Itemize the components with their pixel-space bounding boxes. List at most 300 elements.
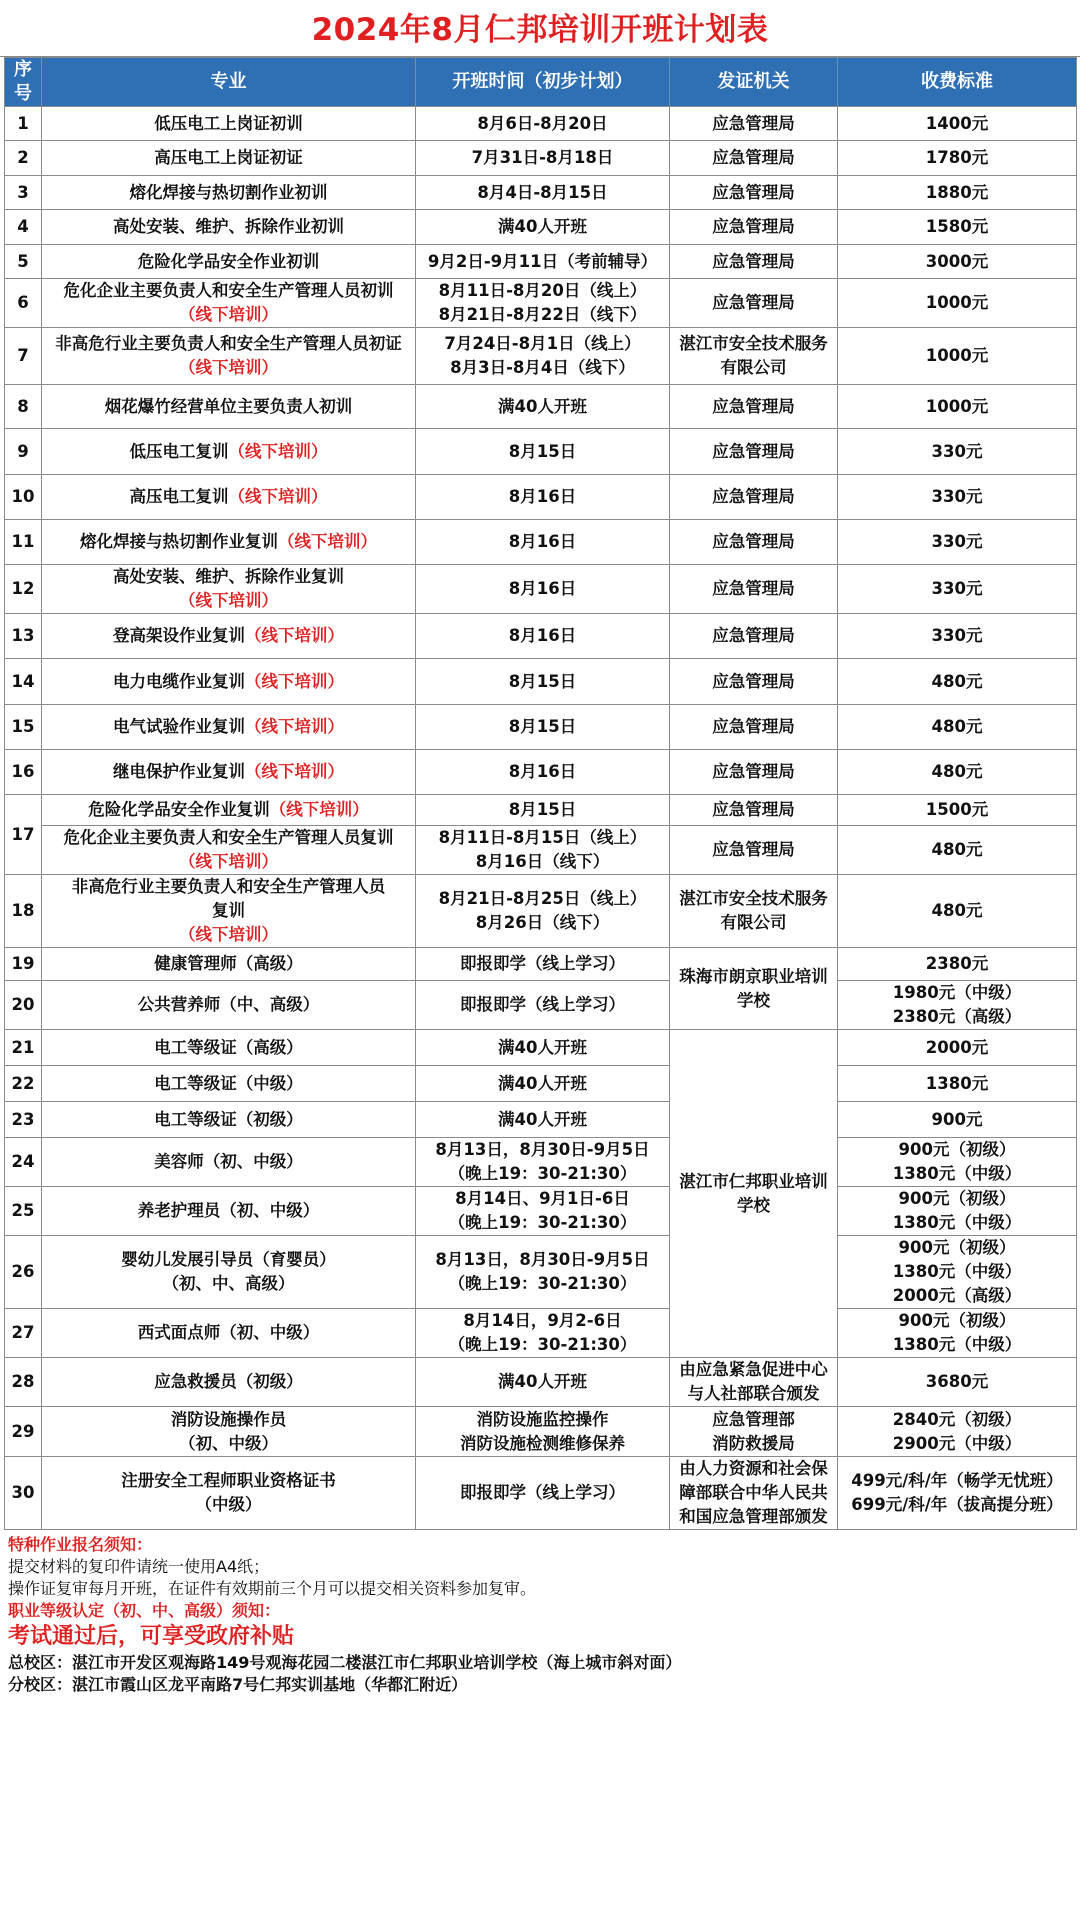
cell-no: 19: [5, 948, 42, 981]
cell-line: （中级）: [195, 1495, 262, 1514]
header-no: 序号: [5, 58, 42, 107]
cell-line: 8月21日-8月22日（线下）: [438, 305, 647, 324]
header-authority: 发证机关: [670, 58, 838, 107]
cell-fee: [838, 614, 1077, 659]
cell-fee: [838, 981, 1077, 1030]
cell-major: [42, 1407, 416, 1457]
cell-authority: [670, 1457, 838, 1530]
cell-major: [42, 475, 416, 520]
cell-line: 2840元（初级）: [892, 1409, 1022, 1429]
cell-line: 7月24日-8月1日（线上）: [444, 334, 641, 353]
vocational-notes-title: 职业等级认定（初、中、高级）须知：: [8, 1601, 281, 1620]
cell-no: 30: [5, 1457, 42, 1530]
cell-no: 1: [5, 107, 42, 141]
cell-fee: [838, 565, 1077, 614]
cell-fee: [838, 948, 1077, 981]
major-name: 低压电工复训: [129, 441, 229, 461]
cell-authority: [670, 520, 838, 565]
cell-line: 满40人开班: [498, 1372, 587, 1391]
cell-major: [42, 614, 416, 659]
cell-authority: [670, 795, 838, 826]
cell-line: 即报即学（线上学习）: [460, 1483, 625, 1502]
cell-major: [42, 981, 416, 1030]
cell-major: [42, 795, 416, 826]
cell-major: [42, 948, 416, 981]
cell-major: [42, 705, 416, 750]
cell-line: 应急管理局: [712, 251, 795, 271]
offline-training-tag: （线下培训）: [179, 852, 278, 871]
cell-major: [42, 1138, 416, 1187]
cell-no: 22: [5, 1066, 42, 1102]
cell-line: 699元/科/年（拔高提分班）: [851, 1495, 1063, 1514]
cell-line: 1000元: [925, 293, 989, 312]
table-row: [5, 328, 1077, 385]
cell-line: 330元: [931, 487, 983, 506]
table-row: [5, 875, 1077, 948]
cell-fee: [838, 429, 1077, 475]
cell-time: [416, 176, 670, 210]
cell-line: 1980元（中级）: [892, 983, 1022, 1002]
cell-time: [416, 948, 670, 981]
cell-line: 1880元: [925, 182, 989, 202]
table-row: [5, 750, 1077, 795]
cell-line: 即报即学（线上学习）: [460, 995, 625, 1014]
cell-line: 7月31日-8月18日: [471, 148, 614, 167]
cell-line: 3680元: [925, 1372, 989, 1391]
cell-line: 应急管理局: [712, 717, 795, 736]
cell-no: 29: [5, 1407, 42, 1457]
cell-line: 应急管理局: [712, 182, 795, 202]
table-body: [5, 107, 1077, 1530]
campus-branch-address: 分校区：湛江市霞山区龙平南路7号仁邦实训基地（华都汇附近）: [8, 1675, 468, 1694]
cell-line: 8月11日-8月20日（线上）: [438, 281, 647, 300]
cell-fee: [838, 875, 1077, 948]
cell-fee: [838, 1066, 1077, 1102]
cell-line: 应急管理局: [712, 671, 795, 691]
cell-line: 珠海市朗京职业培训: [679, 966, 828, 986]
cell-major: [42, 1030, 416, 1066]
cell-line: 学校: [737, 990, 770, 1010]
cell-line: 8月3日-8月4日（线下）: [450, 358, 635, 377]
cell-line: 烟花爆竹经营单位主要负责人初训: [104, 396, 353, 416]
cell-line: 消防救援局: [712, 1433, 795, 1453]
cell-time: [416, 614, 670, 659]
cell-time: [416, 1138, 670, 1187]
cell-time: [416, 1358, 670, 1407]
special-note-2: 操作证复审每月开班，在证件有效期前三个月可以提交相关资料参加复审。: [8, 1579, 537, 1598]
cell-no: 9: [5, 429, 42, 475]
cell-line: 和国应急管理部颁发: [679, 1507, 828, 1526]
cell-no: 2: [5, 141, 42, 176]
cell-time: [416, 245, 670, 279]
cell-line: 1380元（中级）: [892, 1164, 1022, 1183]
cell-line: 1380元: [925, 1073, 989, 1093]
cell-authority: [670, 245, 838, 279]
cell-line: （晚上19：30-21:30）: [448, 1274, 637, 1293]
cell-major: [42, 750, 416, 795]
cell-no: 12: [5, 565, 42, 614]
major-name: 电气试验作业复训: [113, 717, 245, 736]
cell-line: 1400元: [925, 113, 989, 133]
cell-major: [42, 1309, 416, 1358]
cell-line: 8月21日-8月25日（线上）: [438, 889, 647, 908]
cell-major: [42, 245, 416, 279]
offline-training-tag: （线下培训）: [179, 305, 278, 324]
cell-line: 480元: [931, 671, 983, 691]
cell-line: 公共营养师（中、高级）: [137, 995, 320, 1014]
cell-time: [416, 826, 670, 875]
cell-time: [416, 659, 670, 705]
cell-major: [42, 107, 416, 141]
cell-major: [42, 176, 416, 210]
cell-time: [416, 107, 670, 141]
table-row: [5, 107, 1077, 141]
cell-no: 26: [5, 1236, 42, 1309]
cell-line: 1500元: [925, 800, 989, 819]
cell-line: 8月16日: [508, 579, 577, 598]
cell-line: 480元: [931, 717, 983, 736]
cell-line: （晚上19：30-21:30）: [448, 1213, 637, 1232]
cell-no: 25: [5, 1187, 42, 1236]
cell-authority: [670, 176, 838, 210]
cell-line: 养老护理员（初、中级）: [137, 1201, 320, 1220]
cell-no: 24: [5, 1138, 42, 1187]
cell-time: [416, 981, 670, 1030]
cell-line: 480元: [931, 840, 983, 859]
cell-line: 健康管理师（高级）: [154, 954, 303, 973]
cell-no: 8: [5, 385, 42, 429]
cell-line: 8月14日、9月1日-6日: [455, 1189, 630, 1208]
cell-line: 高处安装、维护、拆除作业复训: [113, 567, 344, 586]
cell-line: 学校: [737, 1195, 770, 1215]
cell-authority: [670, 1358, 838, 1407]
table-row: [5, 385, 1077, 429]
cell-major: [42, 429, 416, 475]
cell-fee: [838, 1309, 1077, 1358]
table-row: [5, 795, 1077, 826]
cell-line: 8月13日，8月30日-9月5日: [435, 1140, 650, 1159]
cell-fee: [838, 1187, 1077, 1236]
cell-no: 27: [5, 1309, 42, 1358]
cell-line: 1380元（中级）: [892, 1213, 1022, 1232]
cell-line: 由应急紧急促进中心: [679, 1360, 828, 1379]
major-name: 熔化焊接与热切割作业复训: [80, 532, 278, 551]
table-header-row: [5, 58, 1077, 107]
cell-major: [42, 1236, 416, 1309]
cell-line: 1000元: [925, 346, 989, 365]
cell-authority: [670, 826, 838, 875]
cell-time: [416, 1066, 670, 1102]
cell-authority: [670, 141, 838, 176]
cell-line: 应急管理局: [712, 800, 795, 819]
cell-line: 8月16日: [508, 487, 577, 506]
table-row: [5, 520, 1077, 565]
cell-no: 7: [5, 328, 42, 385]
cell-line: 8月14日，9月2-6日: [463, 1311, 622, 1330]
cell-fee: [838, 705, 1077, 750]
cell-time: [416, 1407, 670, 1457]
major-name: 继电保护作业复训: [113, 762, 245, 781]
cell-line: 8月26日（线下）: [475, 913, 610, 932]
offline-training-tag: （线下培训）: [179, 925, 278, 944]
cell-major: [42, 1066, 416, 1102]
cell-authority: [670, 1407, 838, 1457]
cell-line: 由人力资源和社会保: [679, 1459, 828, 1478]
cell-line: 消防设施操作员: [170, 1409, 287, 1429]
cell-no: 15: [5, 705, 42, 750]
cell-line: 危化企业主要负责人和安全生产管理人员初训: [63, 281, 394, 300]
cell-line: 480元: [931, 901, 983, 920]
cell-authority: [670, 875, 838, 948]
offline-training-tag: （线下培训）: [245, 717, 344, 736]
cell-time: [416, 1102, 670, 1138]
cell-fee: [838, 1358, 1077, 1407]
table-row: [5, 1138, 1077, 1187]
cell-line: 满40人开班: [498, 1109, 587, 1129]
cell-time: [416, 1309, 670, 1358]
cell-line: 熔化焊接与热切割作业初训: [129, 182, 328, 202]
cell-line: （初、中级）: [179, 1433, 278, 1453]
cell-line: 低压电工上岗证初训: [154, 113, 303, 133]
table-row: [5, 1066, 1077, 1102]
cell-major: [42, 385, 416, 429]
cell-no: 18: [5, 875, 42, 948]
cell-line: 与人社部联合颁发: [687, 1384, 820, 1403]
cell-fee: [838, 795, 1077, 826]
cell-line: 非高危行业主要负责人和安全生产管理人员: [71, 877, 386, 896]
cell-line: 应急管理局: [712, 840, 795, 859]
cell-major: [42, 1358, 416, 1407]
cell-line: （晚上19：30-21:30）: [448, 1164, 637, 1183]
cell-major: [42, 520, 416, 565]
cell-major: [42, 328, 416, 385]
cell-major: [42, 1187, 416, 1236]
cell-no: 5: [5, 245, 42, 279]
cell-major: [42, 659, 416, 705]
table-row: [5, 1309, 1077, 1358]
cell-major: [42, 210, 416, 245]
cell-line: 应急管理局: [712, 626, 795, 645]
cell-line: 2380元: [925, 954, 989, 973]
cell-time: [416, 1030, 670, 1066]
cell-time: [416, 1457, 670, 1530]
cell-line: 330元: [931, 579, 983, 598]
table-row: [5, 948, 1077, 981]
cell-fee: [838, 1457, 1077, 1530]
cell-line: 满40人开班: [498, 217, 587, 236]
cell-time: [416, 328, 670, 385]
table-row: [5, 245, 1077, 279]
cell-major: [42, 141, 416, 176]
cell-no: 16: [5, 750, 42, 795]
cell-line: 1780元: [925, 148, 989, 167]
cell-line: 900元（初级）: [898, 1140, 1016, 1159]
cell-no: 11: [5, 520, 42, 565]
cell-line: 应急管理局: [712, 293, 795, 312]
cell-line: 1580元: [925, 217, 989, 236]
cell-authority: [670, 429, 838, 475]
cell-line: 满40人开班: [498, 1037, 587, 1057]
cell-fee: [838, 385, 1077, 429]
cell-time: [416, 210, 670, 245]
cell-line: 900元: [931, 1109, 983, 1129]
table-row: [5, 1236, 1077, 1309]
cell-authority: [670, 750, 838, 795]
cell-line: 3000元: [925, 251, 989, 271]
cell-time: [416, 141, 670, 176]
cell-line: 电工等级证（中级）: [154, 1073, 303, 1093]
cell-line: 应急管理局: [712, 487, 795, 506]
cell-fee: [838, 1030, 1077, 1066]
major-name: 电力电缆作业复训: [113, 671, 245, 691]
table-row: [5, 1407, 1077, 1457]
cell-no: 21: [5, 1030, 42, 1066]
table-row: [5, 1187, 1077, 1236]
cell-line: 1000元: [925, 396, 989, 416]
cell-authority: [670, 659, 838, 705]
cell-line: 婴幼儿发展引导员（育婴员）: [121, 1250, 336, 1269]
cell-fee: [838, 1236, 1077, 1309]
cell-authority: [670, 1030, 838, 1358]
cell-time: [416, 1236, 670, 1309]
cell-line: 8月11日-8月15日（线上）: [438, 828, 647, 847]
cell-line: 1380元（中级）: [892, 1335, 1022, 1354]
cell-fee: [838, 520, 1077, 565]
cell-authority: [670, 565, 838, 614]
table-row: [5, 1457, 1077, 1530]
cell-line: 应急救援员（初级）: [154, 1372, 303, 1391]
cell-time: [416, 429, 670, 475]
cell-fee: [838, 750, 1077, 795]
cell-line: 湛江市安全技术服务: [679, 334, 828, 353]
major-name: 高压电工复训: [129, 487, 229, 506]
table-row: [5, 176, 1077, 210]
cell-line: （晚上19：30-21:30）: [448, 1335, 637, 1354]
cell-line: 2380元（高级）: [892, 1007, 1022, 1026]
cell-time: [416, 1187, 670, 1236]
offline-training-tag: （线下培训）: [179, 358, 278, 377]
cell-major: [42, 1102, 416, 1138]
cell-authority: [670, 475, 838, 520]
cell-fee: [838, 245, 1077, 279]
cell-line: 复训: [212, 901, 245, 920]
table-row: [5, 981, 1077, 1030]
table-row: [5, 429, 1077, 475]
cell-line: 应急管理局: [712, 113, 795, 133]
cell-time: [416, 875, 670, 948]
training-schedule-table: [4, 57, 1077, 1530]
cell-line: 8月13日，8月30日-9月5日: [435, 1250, 650, 1269]
cell-line: 湛江市仁邦职业培训: [679, 1171, 828, 1191]
table-row: [5, 705, 1077, 750]
cell-line: 8月15日: [508, 441, 577, 461]
cell-line: 应急管理局: [712, 217, 795, 236]
cell-authority: [670, 385, 838, 429]
cell-line: 应急管理局: [712, 532, 795, 551]
cell-line: 900元（初级）: [898, 1189, 1016, 1208]
cell-time: [416, 385, 670, 429]
cell-fee: [838, 107, 1077, 141]
cell-fee: [838, 141, 1077, 176]
table-row: [5, 475, 1077, 520]
cell-line: 应急管理局: [712, 441, 795, 461]
table-row: [5, 141, 1077, 176]
cell-fee: [838, 1138, 1077, 1187]
table-row: [5, 614, 1077, 659]
cell-line: 危险化学品安全作业初训: [137, 251, 320, 271]
cell-major: [42, 875, 416, 948]
offline-training-tag: （线下培训）: [245, 671, 344, 691]
cell-fee: [838, 475, 1077, 520]
table-row: [5, 1358, 1077, 1407]
special-note-1: 提交材料的复印件请统一使用A4纸；: [8, 1557, 270, 1576]
cell-line: 8月16日: [508, 626, 577, 645]
cell-time: [416, 795, 670, 826]
cell-line: 8月16日: [508, 762, 577, 781]
cell-authority: [670, 614, 838, 659]
cell-no: 6: [5, 279, 42, 328]
header-major: 专业: [42, 58, 416, 107]
cell-time: [416, 565, 670, 614]
cell-line: 8月15日: [508, 671, 577, 691]
cell-fee: [838, 279, 1077, 328]
cell-line: 消防设施检测维修保养: [460, 1433, 625, 1453]
cell-line: 满40人开班: [498, 1073, 587, 1093]
cell-time: [416, 475, 670, 520]
cell-no: 13: [5, 614, 42, 659]
offline-training-tag: （线下培训）: [245, 762, 344, 781]
cell-major: [42, 279, 416, 328]
cell-fee: [838, 210, 1077, 245]
cell-line: 2900元（中级）: [892, 1433, 1022, 1453]
cell-line: 499元/科/年（畅学无忧班）: [851, 1471, 1063, 1490]
cell-no: 3: [5, 176, 42, 210]
cell-line: 应急管理部: [712, 1409, 795, 1429]
cell-fee: [838, 328, 1077, 385]
cell-line: 8月6日-8月20日: [477, 113, 608, 133]
cell-no: 14: [5, 659, 42, 705]
cell-line: 330元: [931, 441, 983, 461]
cell-line: 有限公司: [720, 913, 787, 932]
cell-fee: [838, 176, 1077, 210]
cell-authority: [670, 107, 838, 141]
header-fee: 收费标准: [838, 58, 1077, 107]
offline-training-tag: （线下培训）: [278, 532, 377, 551]
cell-line: 电工等级证（高级）: [154, 1037, 303, 1057]
cell-authority: [670, 705, 838, 750]
cell-authority: [670, 279, 838, 328]
cell-time: [416, 279, 670, 328]
offline-training-tag: （线下培训）: [245, 626, 344, 645]
cell-fee: [838, 659, 1077, 705]
cell-line: 危化企业主要负责人和安全生产管理人员复训: [63, 828, 394, 847]
cell-no: 10: [5, 475, 42, 520]
cell-line: 2000元（高级）: [892, 1286, 1022, 1305]
cell-line: 1380元（中级）: [892, 1262, 1022, 1281]
cell-line: 注册安全工程师职业资格证书: [121, 1471, 336, 1490]
cell-line: 2000元: [925, 1037, 989, 1057]
cell-major: [42, 565, 416, 614]
offline-training-tag: （线下培训）: [179, 591, 278, 610]
cell-line: 9月2日-9月11日（考前辅导）: [427, 251, 658, 271]
cell-line: 西式面点师（初、中级）: [137, 1323, 320, 1342]
cell-line: 应急管理局: [712, 396, 795, 416]
cell-line: 应急管理局: [712, 148, 795, 167]
cell-time: [416, 705, 670, 750]
cell-authority: [670, 328, 838, 385]
cell-line: 有限公司: [720, 358, 787, 377]
cell-line: 消防设施监控操作: [476, 1409, 609, 1429]
